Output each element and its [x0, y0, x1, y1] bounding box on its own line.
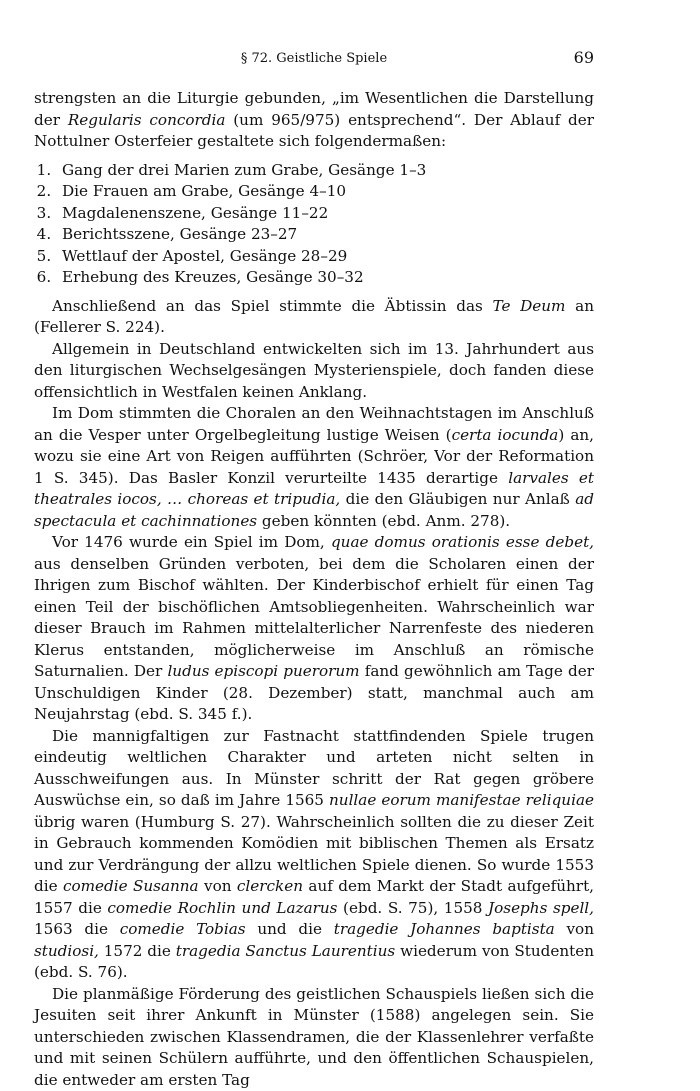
text-run: die den Gläubigen nur Anlaß [340, 490, 575, 508]
list-item: 3. Magdalenenszene, Gesänge 11–22 [56, 203, 594, 225]
text-run: strengsten an die Liturgie gebunden, „im Wesentlichen die Darstellung der [34, 89, 594, 129]
paragraph [34, 532, 594, 726]
text-run: ) an, wozu sie eine Art von Reigen aufführten (Schröer, Vor der Reformation 1 S. 345). Das Basler Konzil verurteilte 1435 derartige [34, 426, 594, 487]
text-run: 1572 die [99, 942, 176, 960]
page-number: 69 [574, 48, 594, 67]
italic-term: Josephs spell, [488, 899, 594, 917]
text-run: und die [246, 920, 334, 938]
italic-term: tragedia Sanctus Laurentius [176, 942, 395, 960]
italic-term: ad spectacula et cachinnationes [34, 490, 594, 530]
list-item: 2. Die Frauen am Grabe, Gesänge 4–10 [56, 181, 594, 203]
italic-term: nullae eorum manifestae reliquiae [329, 791, 594, 809]
running-header [34, 48, 594, 72]
text-run: Allgemein in Deutschland entwickelten sich im 13. Jahrhundert aus den liturgischen Wechselgesängen Mysterienspiele, doch fanden diese offensichtlich in Westfalen keinen Anklang. [34, 340, 594, 401]
text-run: an (Fellerer S. 224). [34, 297, 594, 337]
text-run: Anschließend an das Spiel stimmte die Äbtissin das [52, 297, 493, 315]
list-item: 6. Erhebung des Kreuzes, Gesänge 30–32 [56, 267, 594, 289]
text-run: übrig waren (Humburg S. 27). Wahrscheinlich sollten die zu dieser Zeit in Gebrauch kommenden Komödien mit biblischen Themen als Ersatz und zur Verdrängung der allzu weltlichen Spiele dienen. So wurde 1553 die [34, 813, 594, 896]
section-title: § 72. Geistliche Spiele [34, 51, 594, 66]
text-run: fand gewöhnlich am Tage der Unschuldigen Kinder (28. Dezember) statt, manchmal auch am Neujahrstag (ebd. S. 345 f.). [34, 662, 594, 723]
scene-list [34, 160, 594, 289]
italic-term: clercken [237, 877, 303, 895]
body-text [34, 88, 594, 1091]
text-run: von [555, 920, 594, 938]
paragraph [34, 88, 594, 153]
text-run: aus denselben Gründen verboten, bei dem die Scholaren einen der Ihrigen zum Bischof wählten. Der Kinderbischof erhielt für einen Tag einen Teil der bischöflichen Amtsobliegenheiten. Wahrscheinlich war dieser Brauch im Rahmen mittelalterlicher Narrenfeste des niederen Klerus entstanden, möglicherweise im Anschluß an römische Saturnalien. Der [34, 555, 594, 681]
paragraph [34, 339, 594, 404]
paragraph [34, 984, 594, 1091]
list-item: 4. Berichtsszene, Gesänge 23–27 [56, 224, 594, 246]
italic-term: quae domus orationis esse debet, [331, 533, 594, 551]
paragraph [34, 403, 594, 532]
italic-term: larvales et theatrales iocos, … choreas et tripudia, [34, 469, 594, 509]
italic-term: Te Deum [493, 297, 566, 315]
italic-term: comedie Tobias [120, 920, 246, 938]
italic-term: tragedie Johannes baptista [334, 920, 555, 938]
text-run: Die planmäßige Förderung des geistlichen Schauspiels ließen sich die Jesuiten seit ihrer Ankunft in Münster (1588) angelegen sein. Sie unterschieden zwischen Klassendramen, die der Klassenlehrer verfaßte und mit seinen Schülern aufführte, und den öffentlichen Schauspielen, die entweder am ersten Tag [34, 985, 594, 1089]
italic-term: studiosi, [34, 942, 99, 960]
italic-term: Regularis concordia [68, 111, 226, 129]
text-run: von [199, 877, 237, 895]
italic-term: comedie Susanna [63, 877, 199, 895]
italic-term: ludus episcopi puerorum [167, 662, 359, 680]
text-run: auf dem Markt der Stadt aufgeführt, 1557 die [34, 877, 594, 917]
text-run: geben könnten (ebd. Anm. 278). [257, 512, 510, 530]
text-run: (ebd. S. 75), 1558 [337, 899, 488, 917]
text-run: Im Dom stimmten die Choralen an den Weihnachtstagen im Anschluß an die Vesper unter Orgelbegleitung lustige Weisen ( [34, 404, 594, 444]
list-item: 5. Wettlauf der Apostel, Gesänge 28–29 [56, 246, 594, 268]
italic-term: certa iocunda [452, 426, 559, 444]
text-run: (um 965/975) entsprechend“. Der Ablauf der Nottulner Osterfeier gestaltete sich folgendermaßen: [34, 111, 594, 151]
text-run: 1563 die [34, 920, 120, 938]
text-run: wiederum von Studenten (ebd. S. 76). [34, 942, 594, 982]
text-run: Vor 1476 wurde ein Spiel im Dom, [52, 533, 331, 551]
paragraph [34, 726, 594, 984]
text-run: Die mannigfaltigen zur Fastnacht stattfindenden Spiele trugen eindeutig weltlichen Charakter und arteten nicht selten in Ausschweifungen aus. In Münster schritt der Rat gegen gröbere Auswüchse ein, so daß im Jahre 1565 [34, 727, 594, 810]
list-item: 1. Gang der drei Marien zum Grabe, Gesänge 1–3 [56, 160, 594, 182]
italic-term: comedie Rochlin und Lazarus [107, 899, 337, 917]
paragraph [34, 296, 594, 339]
